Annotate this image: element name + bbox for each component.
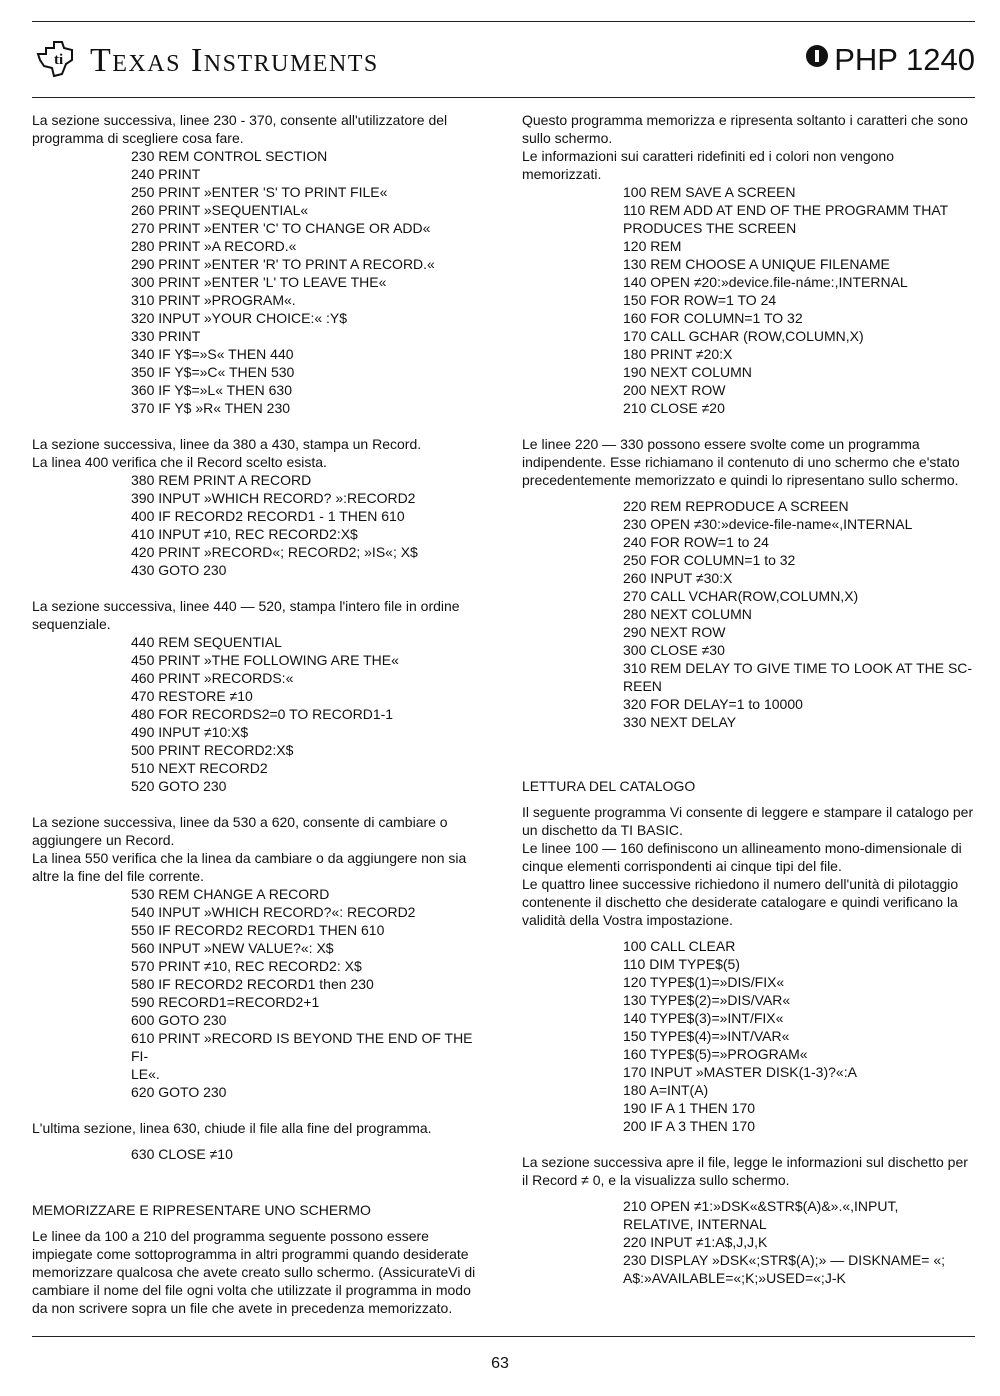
- top-rule: [32, 21, 975, 22]
- code-line: LE«.: [131, 1066, 160, 1082]
- code-line: 600 GOTO 230: [131, 1012, 227, 1028]
- code-line: 280 NEXT COLUMN: [623, 606, 752, 622]
- footer-rule: [32, 1336, 975, 1337]
- code-listing: [131, 633, 484, 795]
- paragraph: La sezione successiva, linee da 530 a 620, consente di cambiare o aggiungere un Record.: [32, 814, 448, 848]
- code-line: 400 IF RECORD2 RECORD1 - 1 THEN 610: [131, 508, 405, 524]
- header-rule: [32, 97, 975, 98]
- code-line: 470 RESTORE ≠10: [131, 688, 253, 704]
- paragraph: Le linee 220 — 330 possono essere svolte come un programma indipendente. Esse richiamano il contenuto di uno schermo che e'stato precedentemente memorizzato e quindi lo ripresentano sullo schermo.: [522, 436, 960, 488]
- paragraph: La sezione successiva, linee da 380 a 430, stampa un Record.: [32, 436, 422, 452]
- code-line: 520 GOTO 230: [131, 778, 227, 794]
- code-line: 270 PRINT »ENTER 'C' TO CHANGE OR ADD«: [131, 220, 431, 236]
- left-column: [32, 111, 484, 1317]
- code-line: 280 PRINT »A RECORD.«: [131, 238, 297, 254]
- code-line: A$:»AVAILABLE=«;K;»USED=«;J-K: [623, 1270, 846, 1286]
- code-line: 240 PRINT: [131, 166, 201, 182]
- code-line: 140 OPEN ≠20:»device.file-náme:,INTERNAL: [623, 274, 908, 290]
- code-line: 510 NEXT RECORD2: [131, 760, 268, 776]
- code-line: 330 PRINT: [131, 328, 201, 344]
- code-line: 120 REM: [623, 238, 682, 254]
- code-line: 100 CALL CLEAR: [623, 938, 736, 954]
- page-header: [32, 28, 975, 90]
- code-line: 250 FOR COLUMN=1 to 32: [623, 552, 796, 568]
- code-line: 270 CALL VCHAR(ROW,COLUMN,X): [623, 588, 859, 604]
- code-line: 170 INPUT »MASTER DISK(1-3)?«:A: [623, 1064, 857, 1080]
- paragraph: Il seguente programma Vi consente di leggere e stampare il catalogo per un dischetto da TI BASIC.: [522, 804, 974, 838]
- svg-text:ti: ti: [54, 52, 64, 68]
- code-line: 570 PRINT ≠10, REC RECORD2: X$: [131, 958, 362, 974]
- code-line: 160 FOR COLUMN=1 TO 32: [623, 310, 803, 326]
- paragraph: L'ultima sezione, linea 630, chiude il file alla fine del programma.: [32, 1120, 432, 1136]
- code-listing: [623, 937, 977, 1135]
- paragraph: Questo programma memorizza e ripresenta soltanto i caratteri che sono sullo schermo.: [522, 112, 968, 146]
- code-line: 590 RECORD1=RECORD2+1: [131, 994, 320, 1010]
- code-listing: [131, 1145, 484, 1163]
- code-line: 110 REM ADD AT END OF THE PROGRAMM THAT: [623, 202, 949, 218]
- code-line: 120 TYPE$(1)=»DIS/FIX«: [623, 974, 785, 990]
- code-listing: [623, 183, 977, 417]
- code-listing: [623, 1197, 977, 1287]
- code-listing: [131, 885, 484, 1101]
- code-line: 580 IF RECORD2 RECORD1 then 230: [131, 976, 374, 992]
- code-line: 250 PRINT »ENTER 'S' TO PRINT FILE«: [131, 184, 388, 200]
- paragraph: La linea 550 verifica che la linea da cambiare o da aggiungere non sia altre la fine del file corrente.: [32, 850, 467, 884]
- code-line: 160 TYPE$(5)=»PROGRAM«: [623, 1046, 808, 1062]
- code-line: 530 REM CHANGE A RECORD: [131, 886, 330, 902]
- paragraph: Le informazioni sui caratteri ridefiniti ed i colori non vengono memorizzati.: [522, 148, 894, 182]
- code-line: 490 INPUT ≠10:X$: [131, 724, 249, 740]
- right-column: [522, 111, 977, 1287]
- code-line: REEN: [623, 678, 662, 694]
- code-line: 140 TYPE$(3)=»INT/FIX«: [623, 1010, 784, 1026]
- code-line: 200 IF A 3 THEN 170: [623, 1118, 756, 1134]
- code-line: 180 PRINT ≠20:X: [623, 346, 733, 362]
- paragraph: La sezione successiva, linee 440 — 520, stampa l'intero file in ordine sequenziale.: [32, 598, 460, 632]
- code-line: 330 NEXT DELAY: [623, 714, 737, 730]
- code-line: 550 IF RECORD2 RECORD1 THEN 610: [131, 922, 385, 938]
- code-line: 440 REM SEQUENTIAL: [131, 634, 282, 650]
- code-line: 130 TYPE$(2)=»DIS/VAR«: [623, 992, 791, 1008]
- code-line: 220 INPUT ≠1:A$,J,J,K: [623, 1234, 768, 1250]
- code-line: 420 PRINT »RECORD«; RECORD2; »IS«; X$: [131, 544, 418, 560]
- code-line: 290 NEXT ROW: [623, 624, 726, 640]
- code-line: 500 PRINT RECORD2:X$: [131, 742, 294, 758]
- code-line: 230 DISPLAY »DSK«;STR$(A);» — DISKNAME= «;: [623, 1252, 945, 1268]
- paragraph: Le quattro linee successive richiedono il numero dell'unità di pilotaggio contenente il dischetto che desiderate catalogare e quindi verificano la validità della Vostra impostazione.: [522, 876, 959, 928]
- code-line: 230 REM CONTROL SECTION: [131, 148, 328, 164]
- code-line: 450 PRINT »THE FOLLOWING ARE THE«: [131, 652, 399, 668]
- code-line: 390 INPUT »WHICH RECORD? »:RECORD2: [131, 490, 416, 506]
- code-line: 200 NEXT ROW: [623, 382, 726, 398]
- code-line: 320 INPUT »YOUR CHOICE:« :Y$: [131, 310, 348, 326]
- page-number: 63: [491, 1355, 509, 1372]
- code-line: 540 INPUT »WHICH RECORD?«: RECORD2: [131, 904, 416, 920]
- section-heading: LETTURA DEL CATALOGO: [522, 778, 696, 794]
- code-line: 410 INPUT ≠10, REC RECORD2:X$: [131, 526, 358, 542]
- code-line: 260 PRINT »SEQUENTIAL«: [131, 202, 309, 218]
- paragraph: La sezione successiva apre il file, legge le informazioni sul dischetto per il Record ≠ 0, e la visualizza sullo schermo.: [522, 1154, 968, 1188]
- code-line: 480 FOR RECORDS2=0 TO RECORD1-1: [131, 706, 394, 722]
- code-line: 180 A=INT(A): [623, 1082, 709, 1098]
- code-line: 630 CLOSE ≠10: [131, 1146, 233, 1162]
- code-line: RELATIVE, INTERNAL: [623, 1216, 767, 1232]
- code-line: 430 GOTO 230: [131, 562, 227, 578]
- code-line: 290 PRINT »ENTER 'R' TO PRINT A RECORD.«: [131, 256, 435, 272]
- code-line: 380 REM PRINT A RECORD: [131, 472, 312, 488]
- code-line: 370 IF Y$ »R« THEN 230: [131, 400, 291, 416]
- code-line: 210 CLOSE ≠20: [623, 400, 725, 416]
- code-line: 460 PRINT »RECORDS:«: [131, 670, 294, 686]
- code-listing: [131, 147, 484, 417]
- code-line: 320 FOR DELAY=1 to 10000: [623, 696, 803, 712]
- code-line: 300 PRINT »ENTER 'L' TO LEAVE THE«: [131, 274, 387, 290]
- code-line: 340 IF Y$=»S« THEN 440: [131, 346, 294, 362]
- code-line: 130 REM CHOOSE A UNIQUE FILENAME: [623, 256, 890, 272]
- paragraph: Le linee 100 — 160 definiscono un allineamento mono-dimensionale di cinque elementi corrispondenti ai cinque tipi del file.: [522, 840, 962, 874]
- model-number: PHP 1240: [834, 42, 975, 77]
- ti-logo-icon: [32, 34, 80, 82]
- code-line: 310 PRINT »PROGRAM«.: [131, 292, 296, 308]
- code-line: 110 DIM TYPE$(5): [623, 956, 740, 972]
- code-line: 150 TYPE$(4)=»INT/VAR«: [623, 1028, 790, 1044]
- code-line: 350 IF Y$=»C« THEN 530: [131, 364, 295, 380]
- code-listing: [131, 471, 484, 579]
- code-listing: [623, 497, 977, 731]
- code-line: 220 REM REPRODUCE A SCREEN: [623, 498, 849, 514]
- code-line: 230 OPEN ≠30:»device-file-name«,INTERNAL: [623, 516, 913, 532]
- paragraph: Le linee da 100 a 210 del programma seguente possono essere impiegate come sottoprogramma in altri programmi quando desiderate memorizzare qualcosa che avete creato sullo schermo. (AssicurateVi di cambiare il nome del file ogni volta che utilizzate il programma in modo da non scrivere sopra un file che avete in precedenza memorizzato.: [32, 1228, 476, 1316]
- code-line: 190 NEXT COLUMN: [623, 364, 752, 380]
- paragraph: La linea 400 verifica che il Record scelto esista.: [32, 454, 327, 470]
- code-line: 240 FOR ROW=1 to 24: [623, 534, 769, 550]
- code-line: 560 INPUT »NEW VALUE?«: X$: [131, 940, 334, 956]
- section-heading: MEMORIZZARE E RIPRESENTARE UNO SCHERMO: [32, 1202, 371, 1218]
- code-line: 360 IF Y$=»L« THEN 630: [131, 382, 292, 398]
- code-line: 620 GOTO 230: [131, 1084, 227, 1100]
- model-label: [806, 42, 975, 78]
- info-bullet-icon: [806, 45, 828, 67]
- brand-name: Texas Instruments: [90, 42, 379, 79]
- code-line: PRODUCES THE SCREEN: [623, 220, 797, 236]
- code-line: 190 IF A 1 THEN 170: [623, 1100, 756, 1116]
- code-line: 150 FOR ROW=1 TO 24: [623, 292, 777, 308]
- code-line: 170 CALL GCHAR (ROW,COLUMN,X): [623, 328, 864, 344]
- paragraph: La sezione successiva, linee 230 - 370, consente all'utilizzatore del programma di scegliere cosa fare.: [32, 112, 448, 146]
- code-line: 210 OPEN ≠1:»DSK«&STR$(A)&».«,INPUT,: [623, 1198, 899, 1214]
- code-line: 260 INPUT ≠30:X: [623, 570, 733, 586]
- code-line: 310 REM DELAY TO GIVE TIME TO LOOK AT THE SC-: [623, 660, 973, 676]
- code-line: 610 PRINT »RECORD IS BEYOND THE END OF THE FI-: [131, 1030, 477, 1064]
- code-line: 300 CLOSE ≠30: [623, 642, 725, 658]
- code-line: 100 REM SAVE A SCREEN: [623, 184, 796, 200]
